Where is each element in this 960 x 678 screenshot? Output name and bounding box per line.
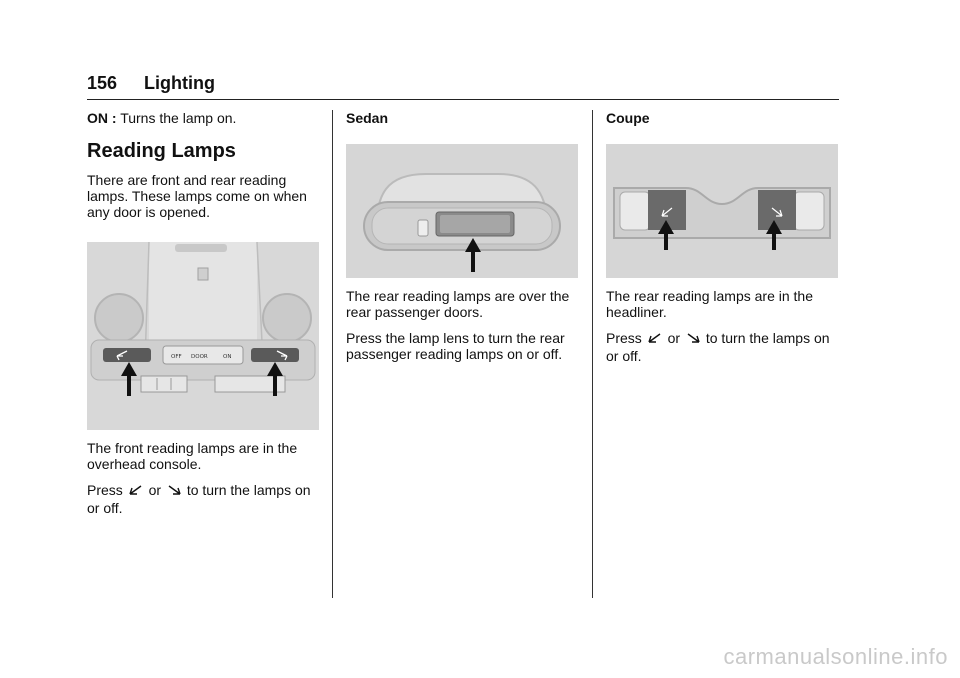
press-suffix: to turn the lamps on [705,330,830,346]
coupe-right-lamp-button [758,190,796,230]
console-label-on: ON [223,354,232,360]
lamp-right-icon [686,332,700,344]
section-title: Lighting [144,73,215,93]
press-prefix: Press [606,330,642,346]
coupe-caption: The rear reading lamps are in the headliner. [606,288,813,320]
console-label-door: DOOR [191,354,208,360]
sedan-caption-2: Press the lamp lens to turn the rear passenger reading lamps on or off. [346,330,565,362]
press-prefix: Press [87,482,123,498]
coupe-label: Coupe [606,110,650,126]
page-header [87,71,839,100]
press-end: or off. [87,500,123,516]
press-or: or [667,330,681,346]
front-right-lamp-button [251,348,299,362]
watermark: carmanualsonline.info [723,644,948,669]
lamp-left-icon [129,484,143,496]
console-label-off: OFF [171,354,182,360]
lamp-left-icon [648,332,662,344]
on-label: ON : [87,110,117,126]
front-lamps-press-instruction [87,482,319,498]
column-divider [592,110,593,598]
front-left-lamp-button [103,348,151,362]
lamp-right-icon [167,484,181,496]
coupe-press-instruction [606,330,838,346]
press-end: or off. [606,348,642,364]
column-1 [87,110,319,516]
page-number: 156 [87,73,118,93]
reading-lamps-heading: Reading Lamps [87,140,236,162]
on-description [87,110,319,126]
coupe-lamp-figure [606,144,838,278]
reading-lamps-intro: There are front and rear reading lamps. These lamps come on when any door is opened. [87,172,307,220]
on-text: Turns the lamp on. [120,110,237,126]
sedan-caption-1: The rear reading lamps are over the rear passenger doors. [346,288,570,320]
sedan-lamp-figure [346,144,578,278]
press-suffix: to turn the lamps on [186,482,311,498]
column-divider [332,110,333,598]
column-3 [606,110,838,364]
front-lamps-caption: The front reading lamps are in the overhead console. [87,440,298,472]
sedan-label: Sedan [346,110,389,126]
front-console-figure [87,242,319,430]
column-2 [346,110,578,362]
press-or: or [148,482,162,498]
